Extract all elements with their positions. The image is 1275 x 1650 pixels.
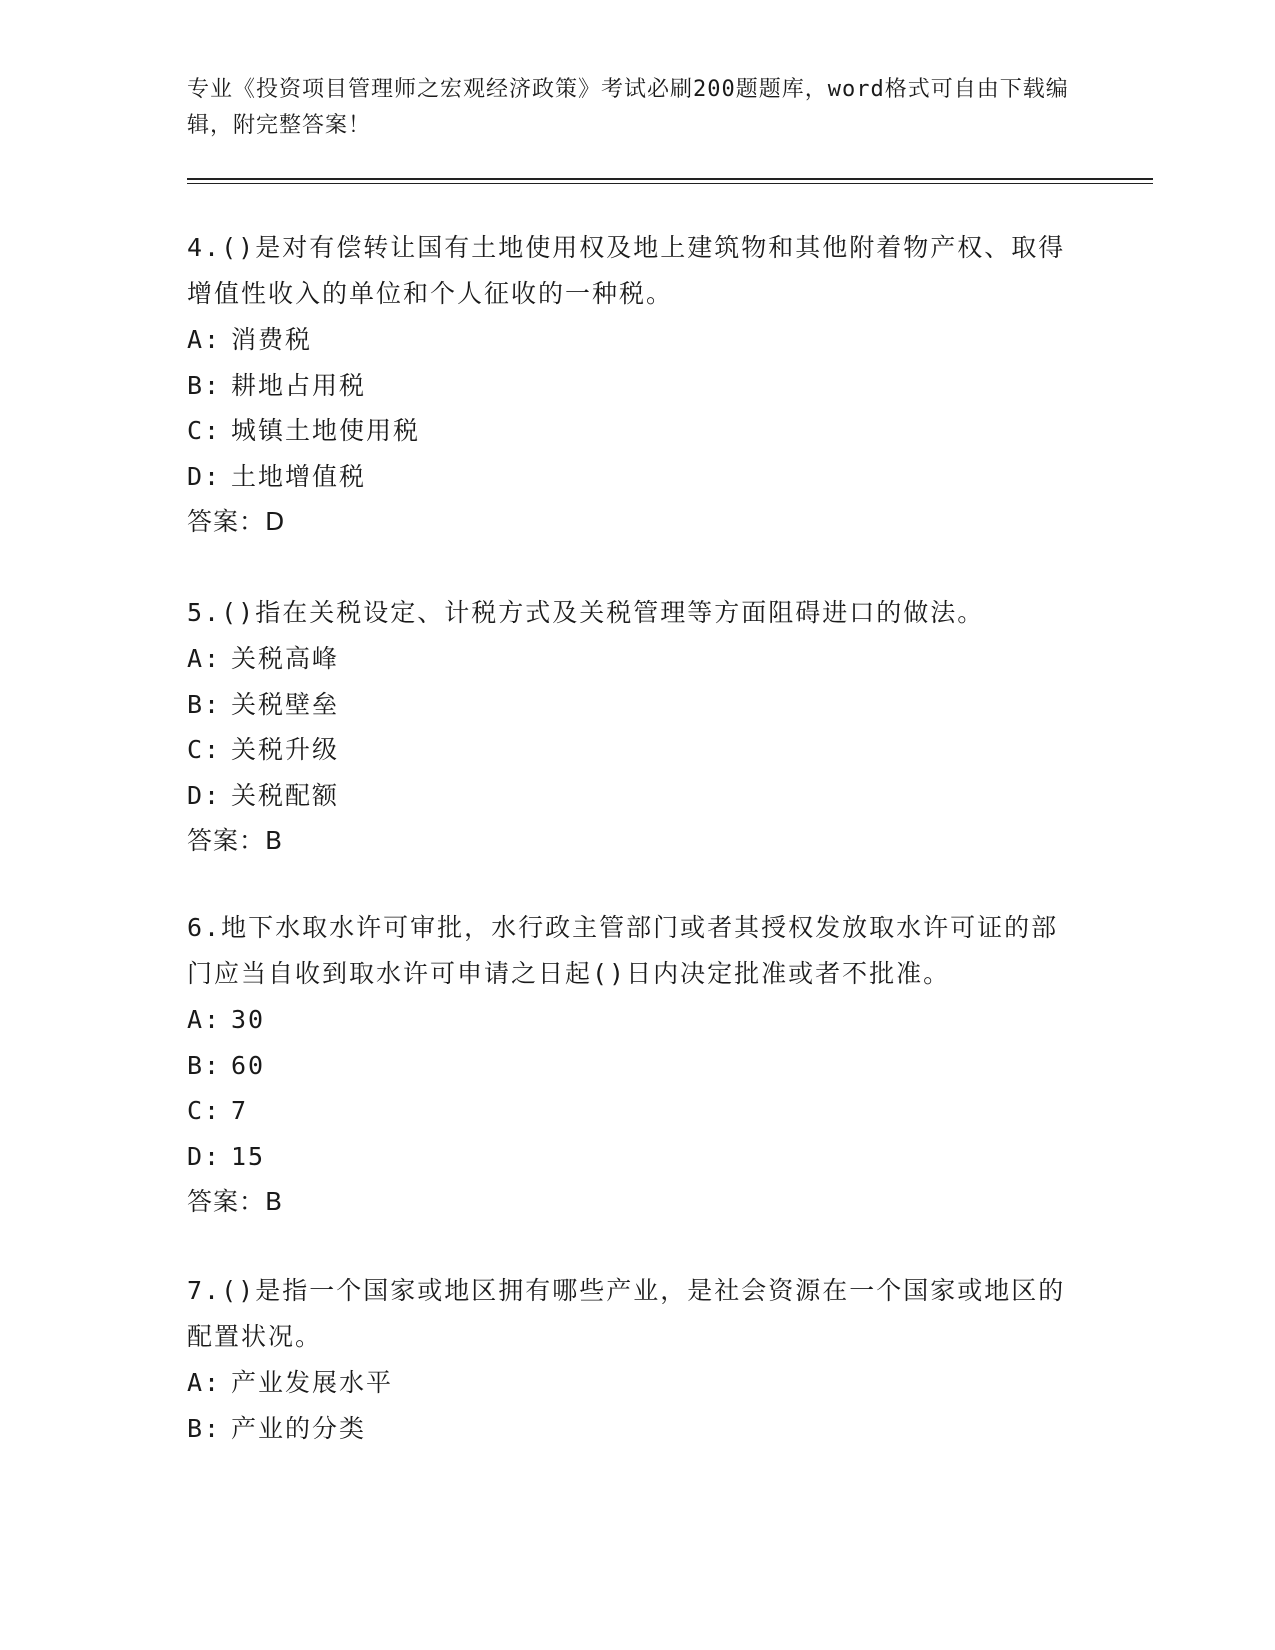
option-b — [187, 1043, 1067, 1089]
option-c — [187, 727, 1067, 773]
option-a — [187, 997, 1067, 1043]
option-key: A: — [187, 1368, 222, 1397]
question-stem: 4.()是对有偿转让国有土地使用权及地上建筑物和其他附着物产权、取得增值性收入的单位和个人征收的一种税。 — [187, 233, 1066, 308]
option-d — [187, 773, 1067, 819]
option-text: 关税壁垒 — [231, 689, 340, 719]
option-key: C: — [187, 1096, 222, 1125]
option-text: 产业的分类 — [231, 1413, 367, 1443]
option-key: C: — [187, 416, 222, 445]
answer-label: 答案：B — [187, 1187, 284, 1216]
header-divider — [187, 178, 1153, 180]
option-text: 耕地占用税 — [231, 370, 367, 400]
option-text: 产业发展水平 — [231, 1368, 394, 1397]
option-text: 消费税 — [231, 325, 313, 354]
question-stem: 6.地下水取水许可审批，水行政主管部门或者其授权发放取水许可证的部门应当自收到取水许可申请之日起()日内决定批准或者不批准。 — [187, 913, 1059, 988]
document-header — [187, 72, 1087, 144]
option-text: 30 — [231, 1005, 266, 1034]
option-text: 关税高峰 — [231, 644, 340, 673]
question-7 — [187, 1268, 1067, 1451]
option-key: C: — [187, 735, 222, 764]
option-text: 关税升级 — [231, 735, 340, 764]
document-title: 专业《投资项目管理师之宏观经济政策》考试必刷200题题库，word格式可自由下载编辑，附完整答案！ — [187, 77, 1069, 138]
option-key: D: — [187, 780, 222, 810]
option-key: D: — [187, 1141, 222, 1171]
question-5 — [187, 590, 1067, 864]
option-text: 60 — [231, 1050, 266, 1080]
option-key: D: — [187, 461, 222, 491]
question-6 — [187, 905, 1067, 1225]
option-key: B: — [187, 370, 222, 400]
header-divider-thin — [187, 183, 1153, 184]
option-key: A: — [187, 1005, 222, 1034]
option-text: 关税配额 — [231, 780, 340, 810]
question-stem: 7.()是指一个国家或地区拥有哪些产业，是社会资源在一个国家或地区的配置状况。 — [187, 1276, 1066, 1351]
option-d — [187, 454, 1067, 500]
option-key: B: — [187, 689, 222, 719]
option-a — [187, 317, 1067, 363]
option-b — [187, 1406, 1067, 1452]
option-text: 土地增值税 — [231, 461, 367, 491]
answer-label: 答案：B — [187, 826, 284, 855]
option-key: A: — [187, 325, 222, 354]
question-4 — [187, 225, 1067, 545]
option-key: A: — [187, 644, 222, 673]
option-c — [187, 1088, 1067, 1134]
option-a — [187, 1360, 1067, 1406]
option-b — [187, 363, 1067, 409]
question-stem: 5.()指在关税设定、计税方式及关税管理等方面阻碍进口的做法。 — [187, 598, 985, 627]
option-text: 15 — [231, 1141, 266, 1171]
option-key: B: — [187, 1050, 222, 1080]
option-b — [187, 682, 1067, 728]
option-text: 城镇土地使用税 — [231, 416, 421, 445]
option-a — [187, 636, 1067, 682]
option-text: 7 — [231, 1096, 249, 1125]
option-c — [187, 408, 1067, 454]
option-d — [187, 1134, 1067, 1180]
answer-label: 答案：D — [187, 507, 286, 536]
option-key: B: — [187, 1413, 222, 1443]
